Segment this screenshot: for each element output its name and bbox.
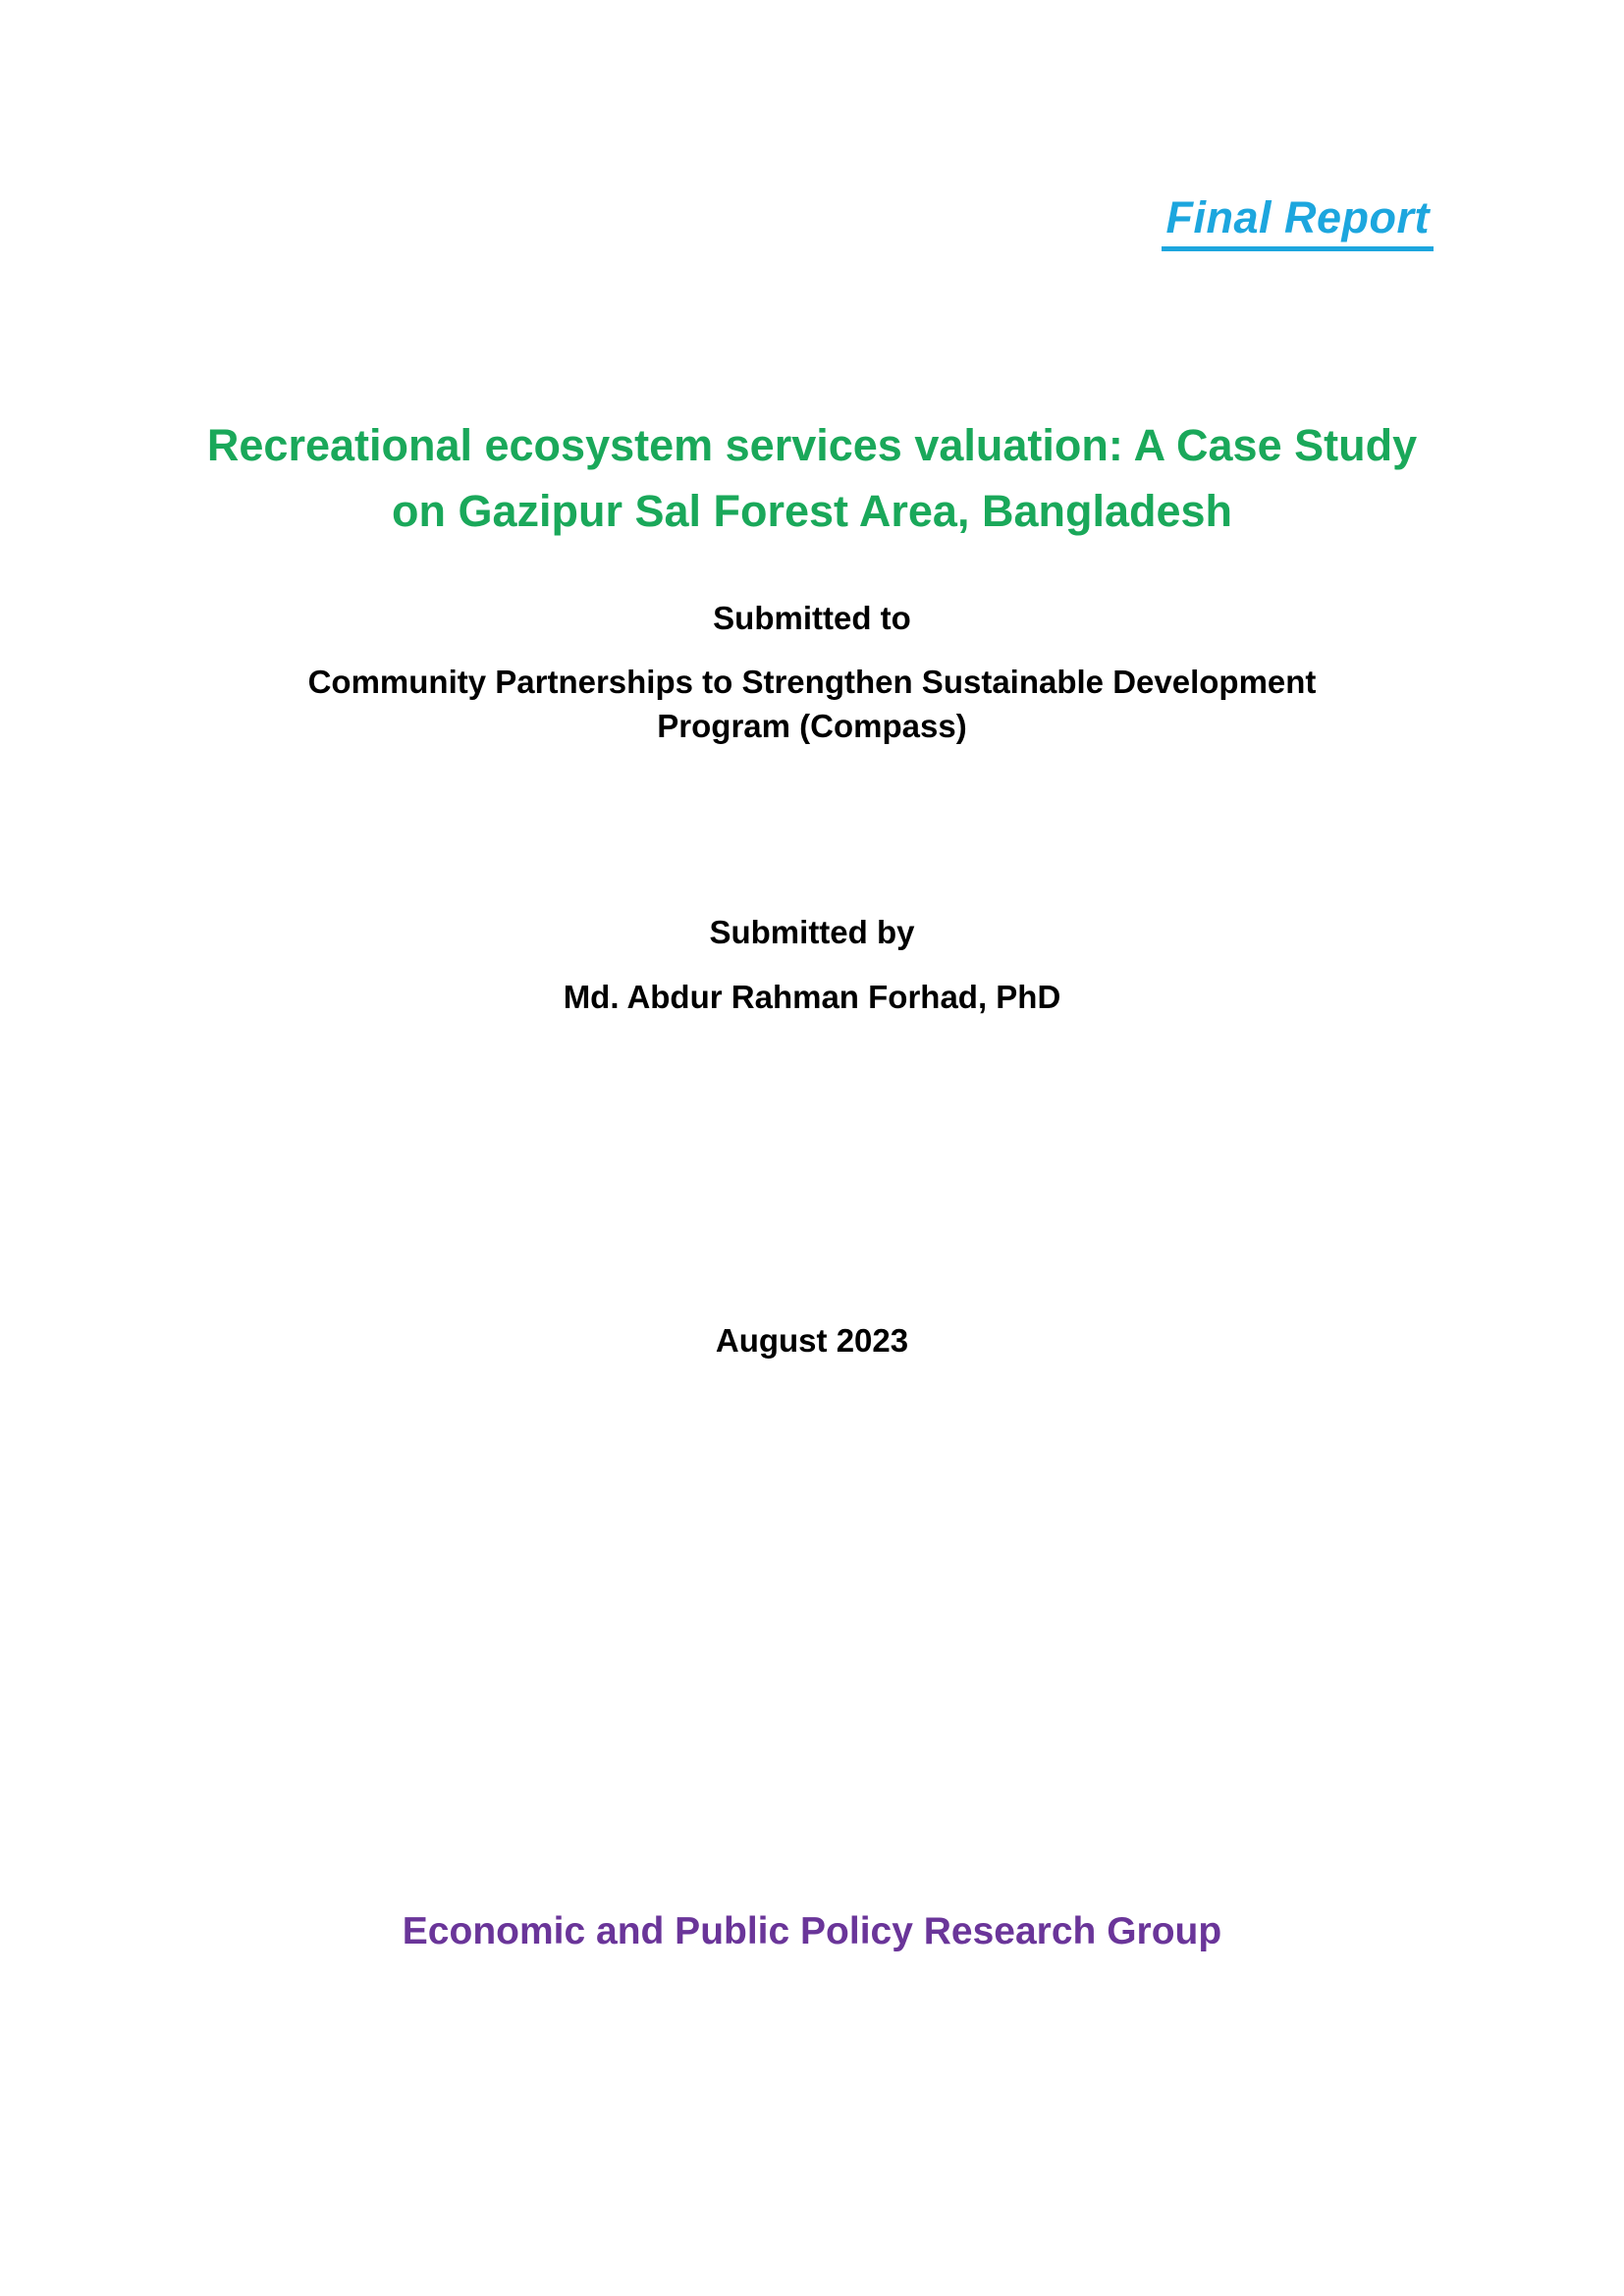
report-title-line-1: Recreational ecosystem services valuation: A Case Study xyxy=(206,420,1418,470)
report-title xyxy=(98,412,1526,544)
research-group-name: Economic and Public Policy Research Group xyxy=(402,1910,1222,1952)
final-report-status xyxy=(1162,192,1434,251)
report-title-line-2: on Gazipur Sal Forest Area, Bangladesh xyxy=(391,486,1233,536)
final-report-label: Final Report xyxy=(1162,192,1434,251)
submitted-to-organization xyxy=(98,660,1526,748)
submitted-to-label: Submitted to xyxy=(713,600,911,636)
submitted-by-label: Submitted by xyxy=(709,914,915,950)
author-name: Md. Abdur Rahman Forhad, PhD xyxy=(563,979,1061,1015)
submitted-to-organization-line-2: Program (Compass) xyxy=(657,708,967,744)
submitted-to-organization-line-1: Community Partnerships to Strengthen Sustainable Development xyxy=(307,664,1317,700)
report-date: August 2023 xyxy=(715,1322,909,1359)
